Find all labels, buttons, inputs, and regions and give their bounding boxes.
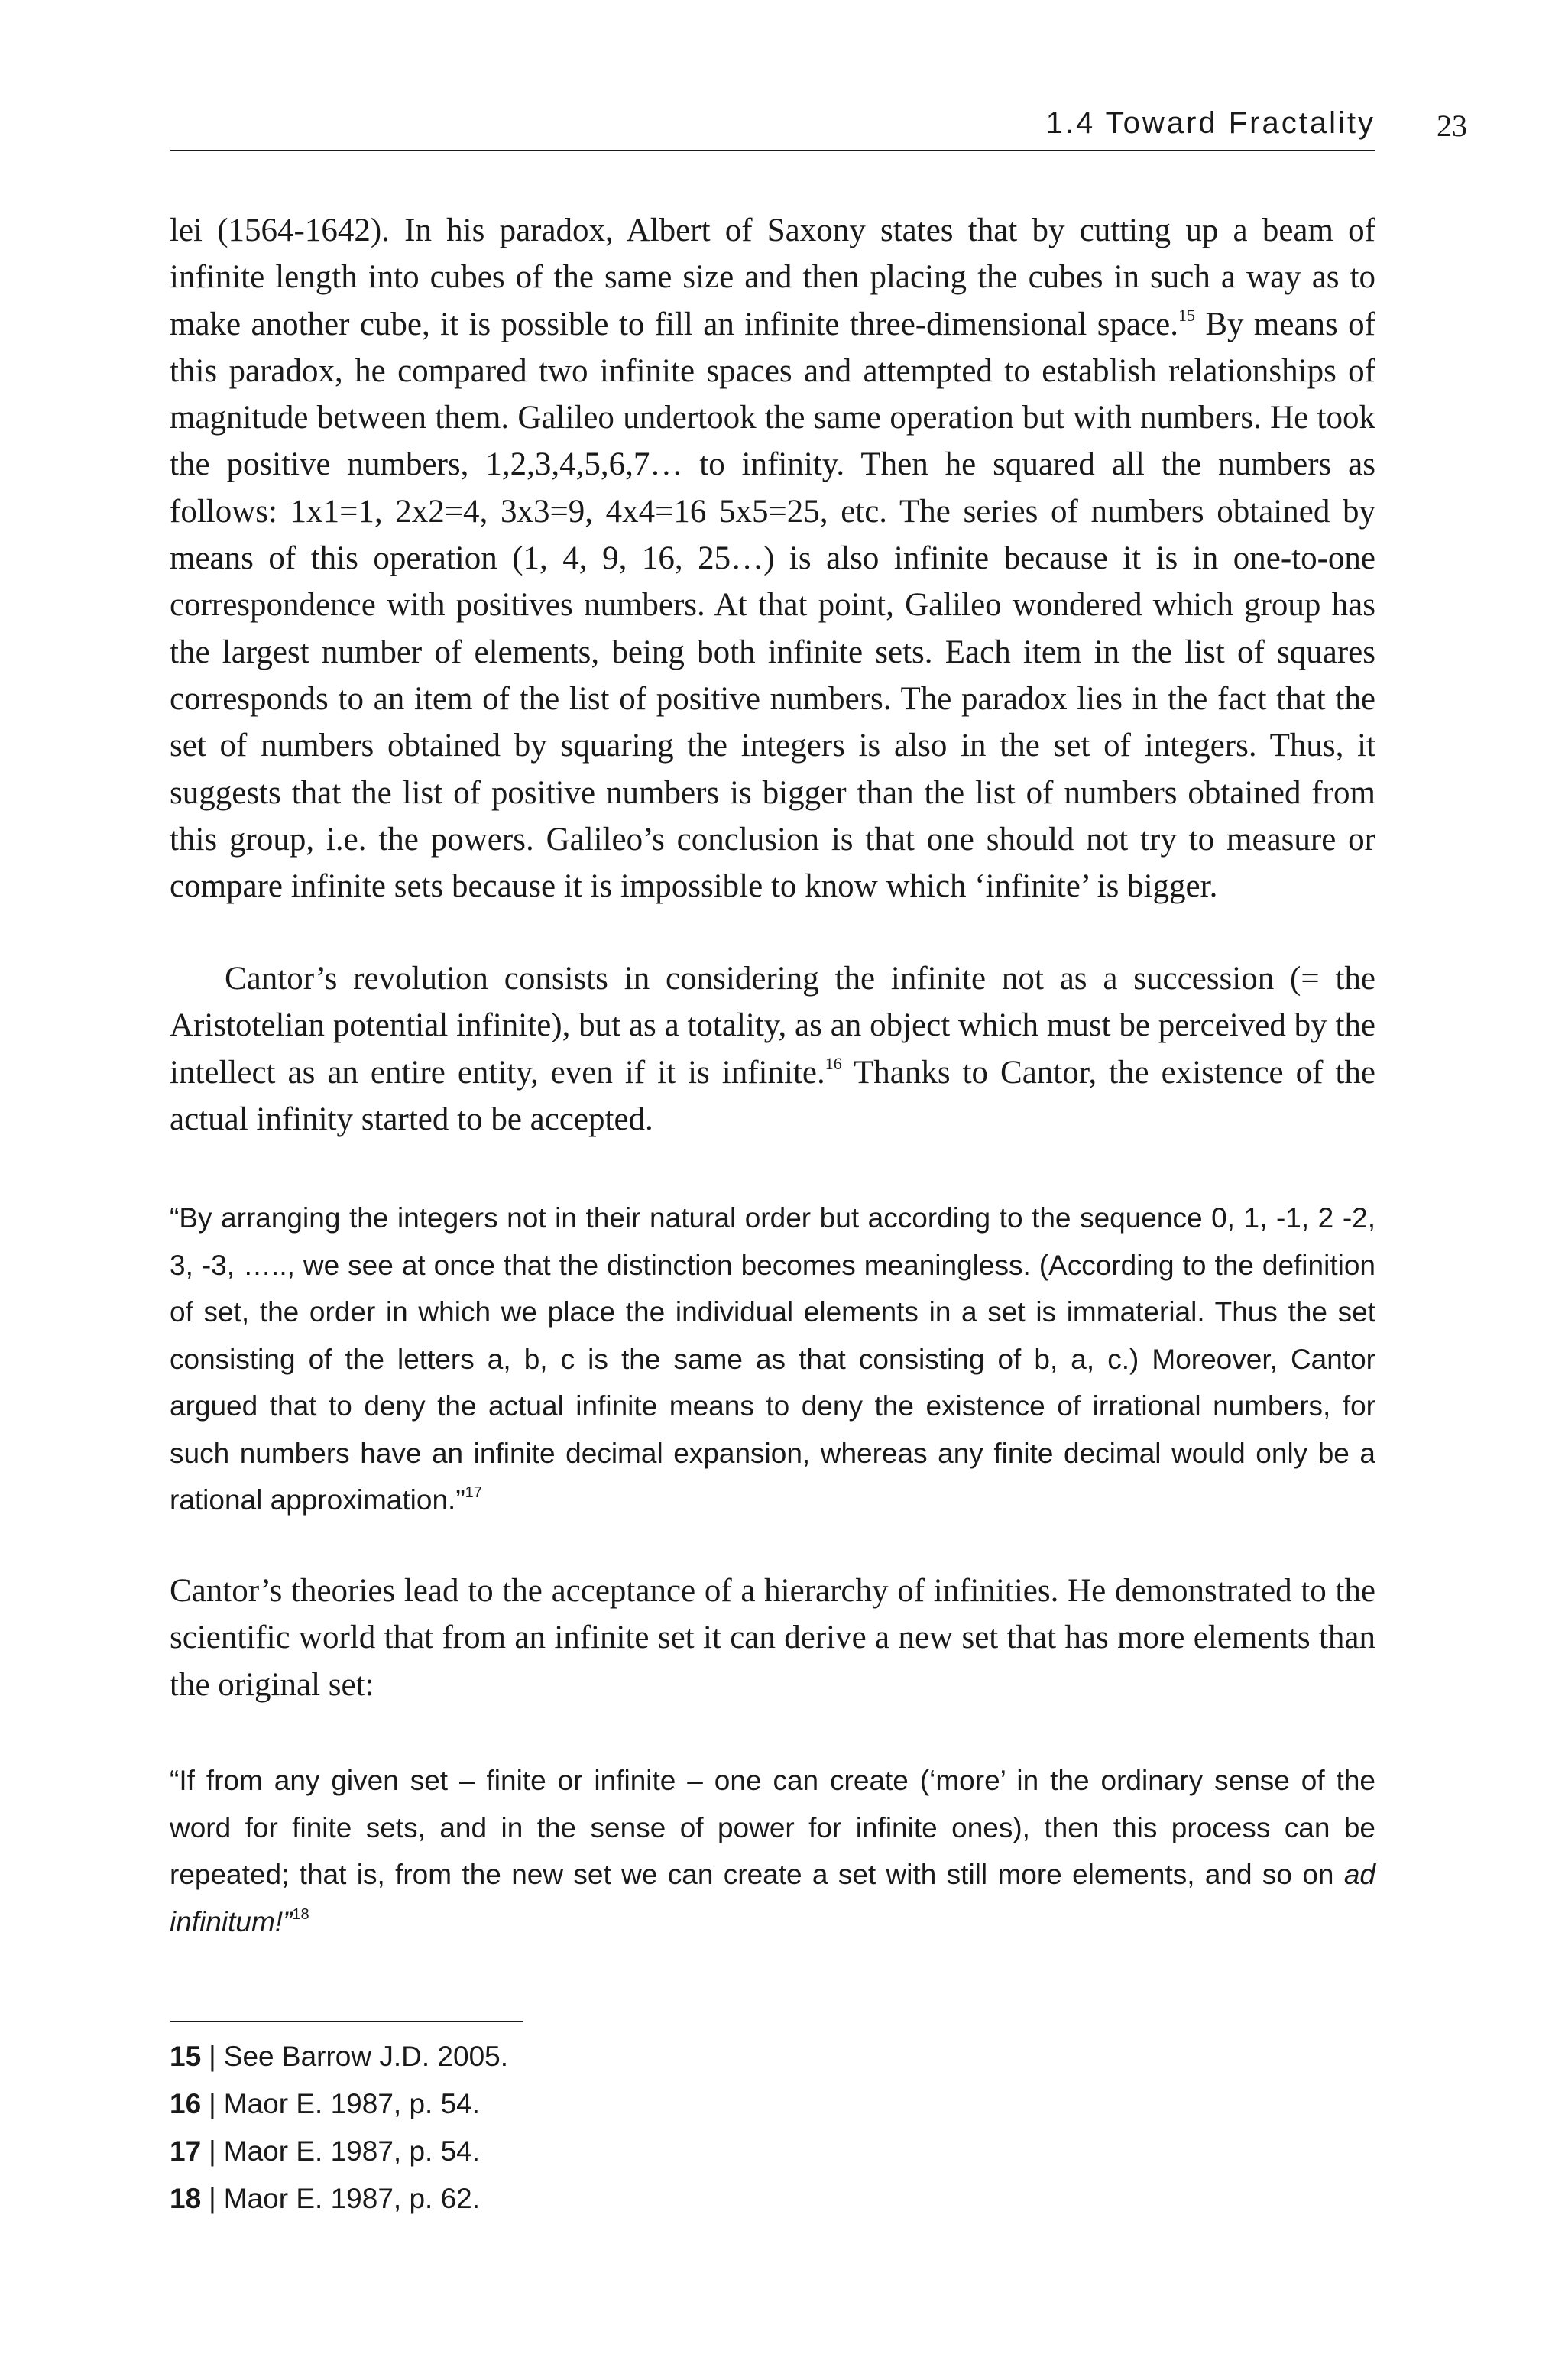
- footnote-ref-15[interactable]: 15: [1178, 305, 1195, 325]
- footnote-text: Maor E. 1987, p. 54.: [223, 2135, 481, 2167]
- page-number: 23: [1437, 109, 1467, 143]
- footnote-text: Maor E. 1987, p. 54.: [223, 2088, 481, 2119]
- paragraph-hierarchy-of-infinities: [170, 1568, 1375, 1708]
- footnote-ref-17[interactable]: 17: [465, 1484, 482, 1501]
- footnote-separator: |: [209, 2183, 216, 2214]
- footnote-divider: [170, 2021, 523, 2022]
- footnote-number: 16: [170, 2088, 202, 2119]
- footnote-number: 17: [170, 2135, 202, 2167]
- block-quote-ad-infinitum: [170, 1757, 1375, 1945]
- section-title: 1.4 Toward Fractality: [1045, 106, 1375, 140]
- running-header: [170, 104, 1375, 151]
- footnote-17: [170, 2132, 480, 2171]
- block-quote-arranging-integers: [170, 1195, 1375, 1524]
- footnote-16: [170, 2085, 480, 2123]
- footnote-number: 18: [170, 2183, 202, 2214]
- footnote-separator: |: [209, 2135, 216, 2167]
- footnote-text: Maor E. 1987, p. 62.: [223, 2183, 481, 2214]
- footnote-separator: |: [209, 2041, 216, 2072]
- quote-text: “If from any given set – finite or infinite – one can create (‘more’ in the ordinary sense of the word for finite sets, and in the sense of power for infinite ones), then this process can be repeated; that is, from the new set we can create a set with still more elements, and so on: [170, 1765, 1375, 1890]
- footnote-15: [170, 2038, 508, 2076]
- footnote-ref-16[interactable]: 16: [825, 1053, 842, 1073]
- paragraph-galileo-paradox: [170, 207, 1375, 910]
- quote-italic-text: ad infinitum!”: [170, 1859, 1375, 1937]
- footnote-ref-18[interactable]: 18: [292, 1905, 309, 1923]
- footnote-18: [170, 2180, 480, 2218]
- paragraph-text: Cantor’s theories lead to the acceptance of a hierarchy of infinities. He demonstrated to the scientific world that from an infinite set it can derive a new set that has more elements than the original set:: [170, 1573, 1375, 1703]
- footnote-text: See Barrow J.D. 2005.: [223, 2041, 509, 2072]
- paragraph-text: Thanks to Cantor, the existence of the actual infinity started to be accepted.: [170, 1054, 1375, 1137]
- paragraph-cantor-revolution: [170, 955, 1375, 1143]
- footnote-number: 15: [170, 2041, 202, 2072]
- quote-text: “By arranging the integers not in their natural order but according to the sequence 0, 1, -1, 2 -2, 3, -3, ….., we see at once that the distinction becomes meaningless. (According to the definition of set, the order in which we place the individual elements in a set is immaterial. Thus the set consisting of the letters a, b, c is the same as that consisting of b, a, c.) Moreover, Cantor argued that to deny the actual infinite means to deny the existence of irrational numbers, for such numbers have an infinite decimal expansion, whereas any finite decimal would only be a rational approximation.”: [170, 1202, 1375, 1516]
- paragraph-text: By means of this paradox, he compared two infinite spaces and attempted to establish relationships of magnitude between them. Galileo undertook the same operation but with numbers. He took the positive numbers, 1,2,3,4,5,6,7… to infinity. Then he squared all the numbers as follows: 1x1=1, 2x2=4, 3x3=9, 4x4=16 5x5=25, etc. The series of numbers obtained by means of this operation (1, 4, 9, 16, 25…) is also infinite because it is in one-to-one correspondence with positives numbers. At that point, Galileo wondered which group has the largest number of elements, being both infinite sets. Each item in the list of squares corresponds to an item of the list of positive numbers. The paradox lies in the fact that the set of numbers obtained by squaring the integers is also in the set of integers. Thus, it suggests that the list of positive numbers is bigger than the list of numbers obtained from this group, i.e. the powers. Galileo’s conclusion is that one should not try to measure or compare infinite sets because it is impossible to know which ‘infinite’ is bigger.: [170, 306, 1375, 905]
- paragraph-text: Cantor’s revolution consists in considering the infinite not as a succession (= the Aristotelian potential infinite), but as a totality, as an object which must be perceived by the intellect as an entire entity, even if it is infinite.: [170, 961, 1375, 1091]
- paragraph-text: lei (1564-1642). In his paradox, Albert of Saxony states that by cutting up a beam of infinite length into cubes of the same size and then placing the cubes in such a way as to make another cube, it is possible to fill an infinite three-dimensional space.: [170, 212, 1375, 342]
- footnote-separator: |: [209, 2088, 216, 2119]
